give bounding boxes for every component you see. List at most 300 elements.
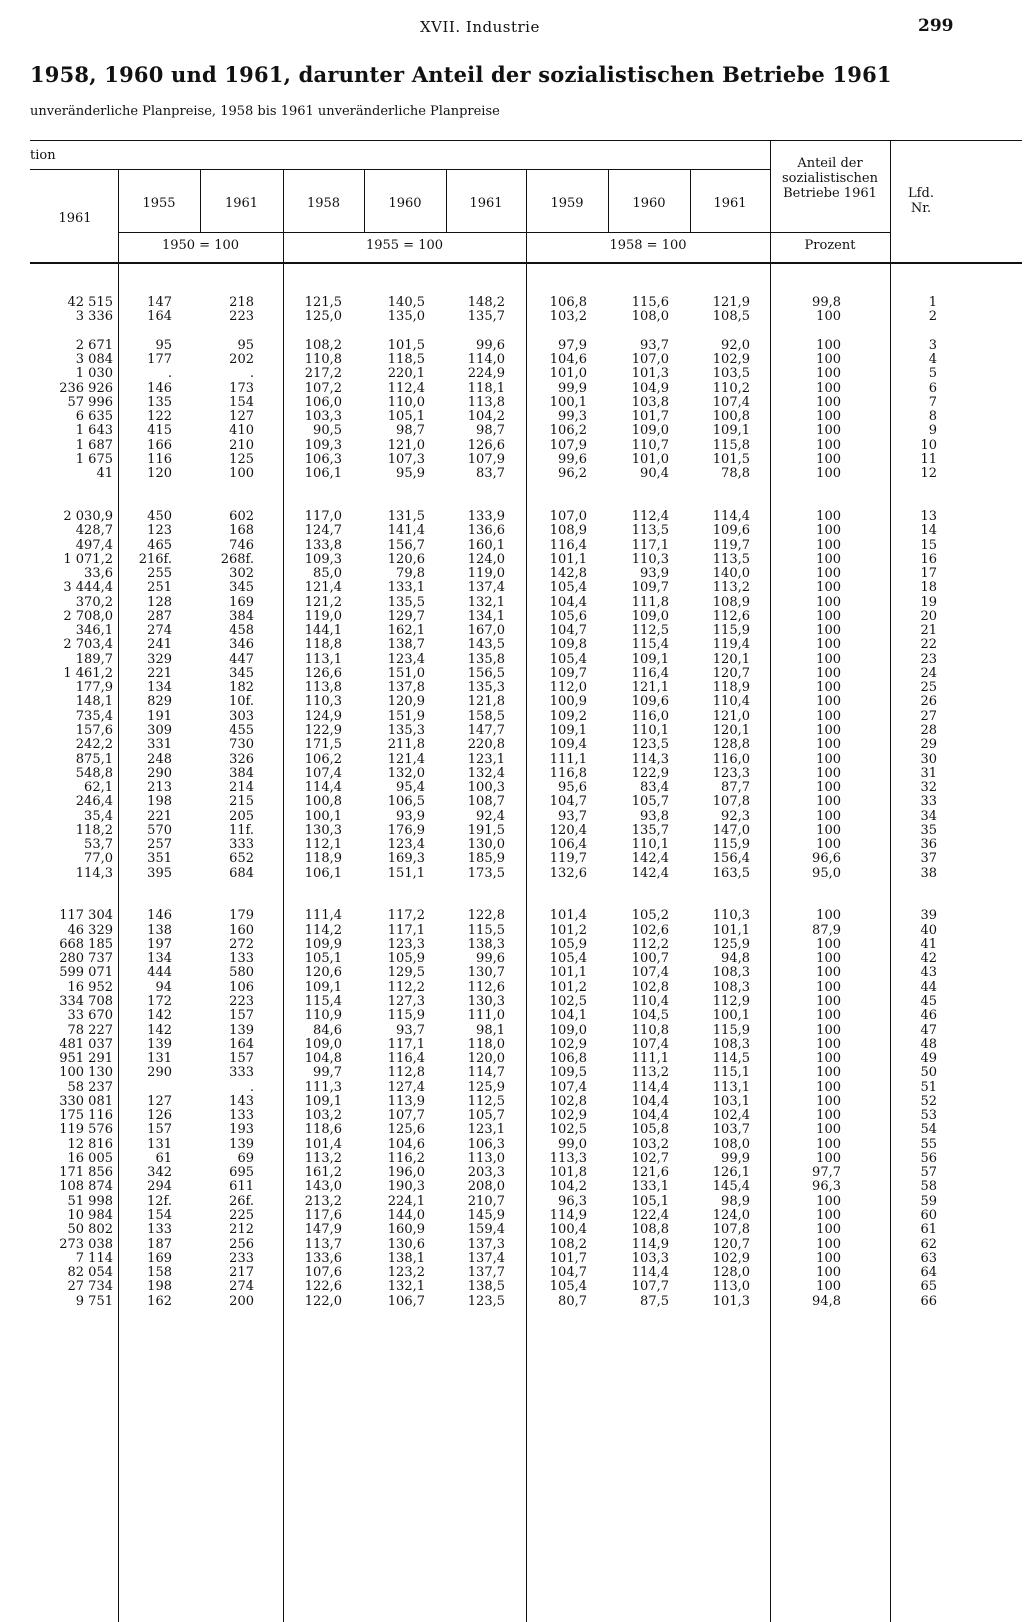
table-cell: 113,2 [304,1150,342,1166]
table-cell: 126,6 [467,437,505,453]
table-cell: 108,3 [712,1036,750,1052]
table-cell [200,881,254,895]
table-cell: 580 [229,965,254,981]
table-cell: 3 084 [75,352,113,368]
table-cell: 77,0 [84,851,113,867]
table-cell: 384 [229,765,254,781]
table-cell: 113,9 [387,1093,425,1109]
table-cell: 146 [147,908,172,924]
table-cell: 148,2 [467,295,505,310]
table-cell [200,895,254,909]
table-cell: 108 874 [59,1179,113,1195]
table-cell: 102,8 [549,1093,587,1109]
table-cell: 163,5 [712,865,750,881]
table-cell: 108,5 [712,309,750,325]
table-cell: 105,7 [467,1108,505,1124]
table-cell: 104,2 [467,409,505,425]
table-cell: 122,9 [631,765,669,781]
table-cell: 100 [816,936,841,952]
table-cell: 25 [920,680,937,696]
table-cell: 251 [147,580,172,596]
table-cell: 6 [928,380,937,396]
table-cell: 115,9 [387,1008,425,1024]
table-cell: 182 [229,680,254,696]
table-cell: 123,3 [387,936,425,952]
table-cell: 100 [816,694,841,710]
table-cell: 101,0 [549,366,587,382]
table-cell: 128,8 [712,737,750,753]
table-cell: 274 [229,1279,254,1295]
table-cell: 652 [229,851,254,867]
table-cell: 160 [229,922,254,938]
table-cell: 100,4 [549,1222,587,1238]
table-cell: 24 [920,665,937,681]
table-cell: 87,7 [721,780,750,796]
table-cell: 115,8 [712,437,750,453]
header-1958: 1958 [306,196,341,211]
table-cell: 58 237 [67,1079,113,1095]
table-cell: 217,2 [304,366,342,382]
table-cell: 668 185 [59,936,113,952]
table-cell: 829 [147,694,172,710]
table-cell: 100 [816,665,841,681]
table-cell: 119,0 [467,566,505,582]
table-cell: 103,5 [712,366,750,382]
table-cell: 118,6 [304,1122,342,1138]
table-cell: 109,8 [549,637,587,653]
table-cell: 138 [147,922,172,938]
table-cell: 117,2 [387,908,425,924]
table-cell: 211,8 [387,737,425,753]
table-cell: 99,7 [313,1065,342,1081]
table-cell: 98,7 [476,423,505,439]
table-cell: 104,5 [631,1008,669,1024]
table-cell: 45 [920,994,937,1010]
table-cell: 4 [928,352,937,368]
table-cell: 26f. [228,1193,254,1209]
table-cell: 105,7 [631,794,669,810]
table-cell: 115,1 [712,1065,750,1081]
table-cell: 110,2 [712,380,750,396]
table-cell: 157 [229,1051,254,1067]
table-cell: 113,0 [467,1150,505,1166]
table-cell: 746 [229,537,254,553]
table-cell: 98,9 [721,1193,750,1209]
table-cell: 100,8 [304,794,342,810]
col-index-1960b [608,296,669,1309]
table-cell: 120,4 [549,822,587,838]
table-cell: 611 [229,1179,254,1195]
table-cell: 120,6 [304,965,342,981]
table-cell [690,881,750,895]
table-cell: 99,3 [558,409,587,425]
table-cell: 95 [237,337,254,353]
table-cell: 1 675 [75,451,113,467]
table-cell: 110,3 [631,551,669,567]
table-cell [608,481,669,495]
table-cell: 147,0 [712,822,750,838]
table-cell: 95,6 [558,780,587,796]
table-cell: 1 687 [75,437,113,453]
table-cell: 105,1 [631,1193,669,1209]
table-cell: 100 [816,637,841,653]
table-cell: 29 [920,737,937,753]
table-cell: 117,1 [387,1036,425,1052]
table-cell: 2 671 [75,337,113,353]
table-cell: 2 [928,309,937,325]
table-cell: 103,2 [304,1108,342,1124]
table-cell: 106,3 [467,1136,505,1152]
table-cell [283,481,342,495]
table-cell: 102,8 [631,979,669,995]
table-cell: 16 005 [67,1150,113,1166]
table-cell: 223 [229,309,254,325]
table-cell: 217 [229,1265,254,1281]
table-cell: 93,9 [640,566,669,582]
table-cell: 125,9 [467,1079,505,1095]
table-cell: 95,0 [812,865,841,881]
table-cell: 118,1 [467,380,505,396]
table-cell: 93,9 [396,808,425,824]
table-cell: 115,4 [304,994,342,1010]
table-cell: 100,3 [467,780,505,796]
table-cell: 100 [816,680,841,696]
table-cell [890,325,937,339]
table-cell: 100 [816,979,841,995]
table-cell: 100 [816,751,841,767]
table-cell: 146 [147,380,172,396]
table-cell [770,881,841,895]
table-cell: 107,0 [631,352,669,368]
table-cell: 169 [229,594,254,610]
table-cell: 164 [147,309,172,325]
table-cell: 104,2 [549,1179,587,1195]
table-cell: 107,6 [304,1265,342,1281]
table-cell: 136,6 [467,523,505,539]
table-cell: 78 227 [67,1022,113,1038]
table-cell: 140,5 [387,295,425,310]
table-cell: 342 [147,1165,172,1181]
table-cell: 108,7 [467,794,505,810]
table-cell: 100 [816,466,841,482]
table-cell: 148,1 [75,694,113,710]
table-cell: 100 [816,1079,841,1095]
col-index-1955 [118,296,172,1309]
table-cell: 104,7 [549,794,587,810]
table-cell: 125,6 [387,1122,425,1138]
table-cell [283,881,342,895]
table-cell: 109,5 [549,1065,587,1081]
table-cell [118,1081,172,1095]
table-cell: 101,1 [549,551,587,567]
table-cell: 97,9 [558,337,587,353]
table-cell: 135,8 [467,651,505,667]
table-cell: 410 [229,423,254,439]
table-cell: 147,7 [467,722,505,738]
table-cell: 114,0 [467,352,505,368]
table-cell: 117,0 [304,508,342,524]
table-cell: 132,1 [387,1279,425,1295]
table-cell: 138,7 [387,637,425,653]
table-cell: 107,2 [304,380,342,396]
table-cell: 132,0 [387,765,425,781]
table-cell: 98,7 [396,423,425,439]
table-cell: 100 [816,423,841,439]
table-cell: 12 816 [67,1136,113,1152]
table-cell: 122,9 [304,722,342,738]
table-cell: 167,0 [467,623,505,639]
table-cell [608,325,669,339]
table-cell: 100 [816,837,841,853]
table-cell [690,325,750,339]
table-cell: 109,3 [304,551,342,567]
table-cell: 110,8 [631,1022,669,1038]
table-cell: 100 [816,965,841,981]
table-cell: 106,0 [304,394,342,410]
table-cell: 113,7 [304,1236,342,1252]
table-cell: 191,5 [467,822,505,838]
table-cell: 100 [816,794,841,810]
table-cell: 92,4 [476,808,505,824]
table-cell: 63 [920,1250,937,1266]
table-cell: 124,7 [304,523,342,539]
table-cell: 334 708 [59,994,113,1010]
table-cell: 135 [147,394,172,410]
table-cell: 53 [920,1108,937,1124]
table-cell: 96,3 [558,1193,587,1209]
table-cell: 107,0 [549,508,587,524]
table-cell: 106,5 [387,794,425,810]
table-cell: 121,8 [467,694,505,710]
table-cell: 42 515 [67,295,113,310]
table-cell: 162,1 [387,623,425,639]
table-cell: 108,0 [631,309,669,325]
table-cell: 3 [928,337,937,353]
table-cell: 138,5 [467,1279,505,1295]
table-cell: 93,7 [396,1022,425,1038]
table-cell: 116 [147,451,172,467]
table-cell: 94,8 [812,1293,841,1309]
table-cell: 107,9 [549,437,587,453]
table-cell: 202 [229,352,254,368]
table-cell: 104,4 [631,1093,669,1109]
table-cell: 102,7 [631,1150,669,1166]
table-cell: 120,9 [387,694,425,710]
table-cell: 100 [816,352,841,368]
col-lfd-nr [890,296,937,1309]
table-cell: 100 [816,822,841,838]
table-cell: 221 [147,665,172,681]
table-cell: 735,4 [75,708,113,724]
table-cell: 112,0 [549,680,587,696]
table-cell: 6 635 [75,409,113,425]
table-cell: 118,9 [712,680,750,696]
table-cell: 133,9 [467,508,505,524]
table-cell: 115,9 [712,623,750,639]
table-cell: 11 [920,451,937,467]
table-cell: 331 [147,737,172,753]
table-cell: 38 [920,865,937,881]
table-cell: 370,2 [75,594,113,610]
table-cell: 118,2 [75,822,113,838]
table-cell: 61 [155,1150,172,1166]
table-cell: 242,2 [75,737,113,753]
table-cell: 100 [816,608,841,624]
table-cell: 99,9 [558,380,587,396]
table-cell: 458 [229,623,254,639]
table-cell: 12f. [146,1193,172,1209]
table-cell: 48 [920,1036,937,1052]
table-cell: 94 [155,979,172,995]
table-cell: 133,1 [631,1179,669,1195]
table-cell: 100 [816,737,841,753]
table-cell: 143 [229,1093,254,1109]
table-cell: 100,1 [549,394,587,410]
table-cell [30,325,113,339]
table-cell: 105,4 [549,1279,587,1295]
table-cell: 100 [816,1236,841,1252]
table-cell: 23 [920,651,937,667]
header-base-1958: 1958 = 100 [609,238,687,253]
table-cell: 114,3 [75,865,113,881]
table-cell: 134 [147,951,172,967]
table-cell: 90,5 [313,423,342,439]
table-cell: 116,4 [549,537,587,553]
table-cell: 121,9 [712,295,750,310]
table-cell: 137,4 [467,580,505,596]
table-cell: 113,0 [712,1279,750,1295]
table-cell: 212 [229,1222,254,1238]
table-cell [446,881,505,895]
table-cell: 100 [816,722,841,738]
table-cell: 130,0 [467,837,505,853]
table-cell: 193 [229,1122,254,1138]
table-cell: 93,8 [640,808,669,824]
table-cell: 346 [229,637,254,653]
table-cell: 56 [920,1150,937,1166]
table-cell: 131 [147,1136,172,1152]
table-cell [364,895,425,909]
table-cell: 100 [816,537,841,553]
table-cell [30,881,113,895]
table-cell: 142,4 [631,851,669,867]
table-cell: 107,7 [631,1279,669,1295]
table-cell: 100 [816,1222,841,1238]
table-cell: 113,5 [712,551,750,567]
table-cell [446,481,505,495]
table-cell [118,881,172,895]
table-cell: 103,8 [631,394,669,410]
table-cell: 95 [155,337,172,353]
table-cell: 118,9 [304,851,342,867]
table-cell: 104,9 [631,380,669,396]
table-cell: 101,5 [387,337,425,353]
table-cell: 951 291 [59,1051,113,1067]
table-cell: 158 [147,1265,172,1281]
table-cell: 345 [229,580,254,596]
table-cell: 141,4 [387,523,425,539]
col-index-1961c [690,296,750,1309]
table-cell: 101,3 [631,366,669,382]
table-cell: 109,1 [549,722,587,738]
table-cell: 695 [229,1165,254,1181]
table-cell: 100 [816,366,841,382]
header-1961: 1961 [224,196,259,211]
table-cell [118,895,172,909]
table-cell: 32 [920,780,937,796]
table-cell: 109,9 [304,936,342,952]
table-cell: 19 [920,594,937,610]
table-cell [526,481,587,495]
table-cell: 447 [229,651,254,667]
table-cell: 138,1 [387,1250,425,1266]
table-cell: 100 [816,409,841,425]
table-cell: 106,2 [549,423,587,439]
table-cell: 122,8 [467,908,505,924]
table-cell [200,496,254,510]
table-cell: 112,9 [712,994,750,1010]
table-cell: 455 [229,722,254,738]
table-cell: . [249,366,254,382]
table-cell: 127,4 [387,1079,425,1095]
table-cell: 133,1 [387,580,425,596]
table-cell: 5 [928,366,937,382]
table-cell: 36 [920,837,937,853]
table-cell: 109,1 [631,651,669,667]
table-cell: 169 [147,1250,172,1266]
table-cell: 187 [147,1236,172,1252]
table-cell: 108,9 [712,594,750,610]
table-cell: 96,2 [558,466,587,482]
table-cell: 157 [229,1008,254,1024]
table-cell: 110,4 [712,694,750,710]
table-cell: 287 [147,608,172,624]
table-cell: 109,0 [631,608,669,624]
table-cell: 50 802 [67,1222,113,1238]
table-cell: 104,6 [549,352,587,368]
table-cell: 119,4 [712,637,750,653]
table-cell: 101,5 [712,451,750,467]
table-cell: 100 [816,994,841,1010]
table-cell: 191 [147,708,172,724]
table-cell: 113,2 [712,580,750,596]
table-cell: 395 [147,865,172,881]
table-cell: 142,4 [631,865,669,881]
table-cell: 730 [229,737,254,753]
table-cell: 135,3 [467,680,505,696]
table-cell: 345 [229,665,254,681]
running-head: XVII. Industrie [420,18,540,36]
table-cell: 875,1 [75,751,113,767]
table-cell: 100 [816,337,841,353]
table-cell: 213 [147,780,172,796]
table-cell: 83,7 [476,466,505,482]
header-1960: 1960 [388,196,422,211]
table-cell [770,496,841,510]
table-cell [200,325,254,339]
table-cell: 49 [920,1051,937,1067]
table-cell: 104,1 [549,1008,587,1024]
table-cell: 158,5 [467,708,505,724]
table-cell: 106,1 [304,865,342,881]
table-cell: 113,8 [467,394,505,410]
table-cell: 115,5 [467,922,505,938]
table-cell: 99,9 [721,1150,750,1166]
table-cell: 97,7 [812,1165,841,1181]
table-cell [690,895,750,909]
table-cell: 139 [147,1036,172,1052]
table-cell: 189,7 [75,651,113,667]
